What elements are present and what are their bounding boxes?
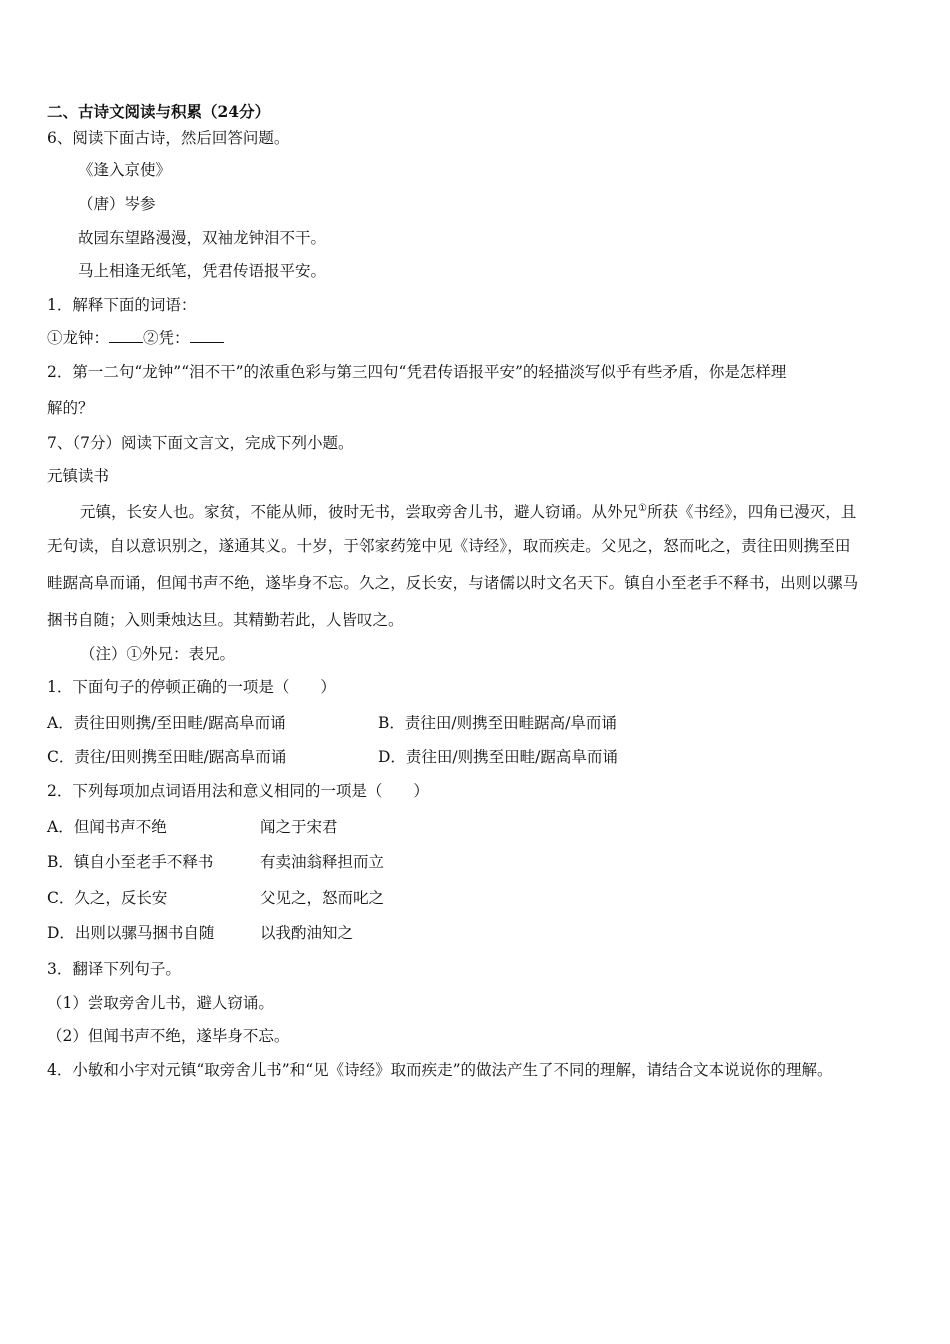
q7-sub3-item-2: （2）但闻书声不绝，遂毕身不忘。	[47, 1027, 290, 1045]
passage-text: 所获《书经》，四角已漫灭，且	[646, 503, 857, 522]
section-title: 二、古诗文阅读与积累（24分）	[47, 102, 271, 121]
q6-sub2-line-1: 2．第一二句“龙钟”“泪不干”的浓重色彩与第三四句“凭君传语报平安”的轻描淡写似乎有些矛盾，你是怎样理	[47, 363, 787, 381]
q7-sub1-option-b[interactable]: B．责往田/则携至田畦踞高/阜而诵	[378, 714, 617, 732]
poem-line-1: 故园东望路漫漫，双袖龙钟泪不干。	[78, 229, 327, 247]
note-marker: ①	[638, 503, 647, 514]
q7-sub3-item-1: （1）尝取旁舍儿书，避人窃诵。	[47, 994, 274, 1012]
q7-sub1-option-a[interactable]: A．责往田则携/至田畦/踞高阜而诵	[47, 714, 286, 732]
q7-sub1: 1．下面句子的停顿正确的一项是（ ）	[47, 678, 336, 696]
q7-sub2: 2．下列每项加点词语用法和意义相同的一项是（ ）	[47, 782, 429, 800]
answer-blank[interactable]	[190, 328, 224, 343]
passage-line-4: 捆书自随；入则秉烛达旦。其精勤若此，人皆叹之。	[47, 611, 404, 629]
text-title: 元镇读书	[47, 467, 110, 485]
q6-sub1-b-label: ②凭：	[143, 329, 190, 347]
q7-sub1-option-c[interactable]: C．责往/田则携至田畦/踞高阜而诵	[47, 748, 287, 766]
passage-line-2: 无句读，自以意识别之，遂通其义。十岁，于邻家药笼中见《诗经》，取而疾走。父见之，怒而叱之，责往田则携至田	[47, 537, 851, 555]
poem-line-2: 马上相逢无纸笔，凭君传语报平安。	[78, 262, 327, 280]
poem-author: （唐）岑参	[78, 195, 156, 213]
q6-sub1-a-label: ①龙钟：	[47, 329, 110, 347]
q7-sub2-option-c-compare: 父见之，怒而叱之	[260, 889, 385, 907]
q7-prompt: 7、（7分）阅读下面文言文，完成下列小题。	[47, 434, 354, 452]
answer-blank[interactable]	[109, 328, 143, 343]
q7-sub2-option-d[interactable]: D．出则以骡马捆书自随	[47, 924, 215, 942]
passage-line-1	[80, 499, 856, 522]
q7-sub2-option-a[interactable]: A．但闻书声不绝	[47, 818, 167, 836]
q7-sub2-option-d-compare: 以我酌油知之	[260, 924, 354, 942]
q7-sub4: 4．小敏和小宇对元镇“取旁舍儿书”和“见《诗经》取而疾走”的做法产生了不同的理解，请结合文本说说你的理解。	[47, 1061, 833, 1079]
q7-sub2-option-c[interactable]: C．久之，反长安	[47, 889, 168, 907]
poem-title: 《逢入京使》	[78, 161, 172, 179]
q6-sub2-line-2: 解的？	[47, 399, 94, 417]
q6-prompt: 6、阅读下面古诗，然后回答问题。	[47, 129, 290, 147]
q7-sub1-option-d[interactable]: D．责往田/则携至田畦/踞高阜而诵	[378, 748, 618, 766]
q7-sub2-option-b-compare: 有卖油翁释担而立	[260, 853, 385, 871]
passage-note: （注）①外兄：表兄。	[80, 645, 236, 663]
q7-sub3: 3．翻译下列句子。	[47, 960, 181, 978]
q7-sub2-option-a-compare: 闻之于宋君	[260, 818, 338, 836]
passage-line-3: 畦踞高阜而诵，但闻书声不绝，遂毕身不忘。久之，反长安，与诸儒以时文名天下。镇自小至老手不释书，出则以骡马	[47, 574, 859, 592]
q6-sub1: 1．解释下面的词语：	[47, 296, 197, 314]
q7-sub2-option-b[interactable]: B．镇自小至老手不释书	[47, 853, 214, 871]
q6-sub1-answers	[47, 328, 224, 348]
passage-text: 元镇，长安人也。家贫，不能从师，彼时无书，尝取旁舍儿书，避人窃诵。从外兄	[80, 503, 639, 522]
